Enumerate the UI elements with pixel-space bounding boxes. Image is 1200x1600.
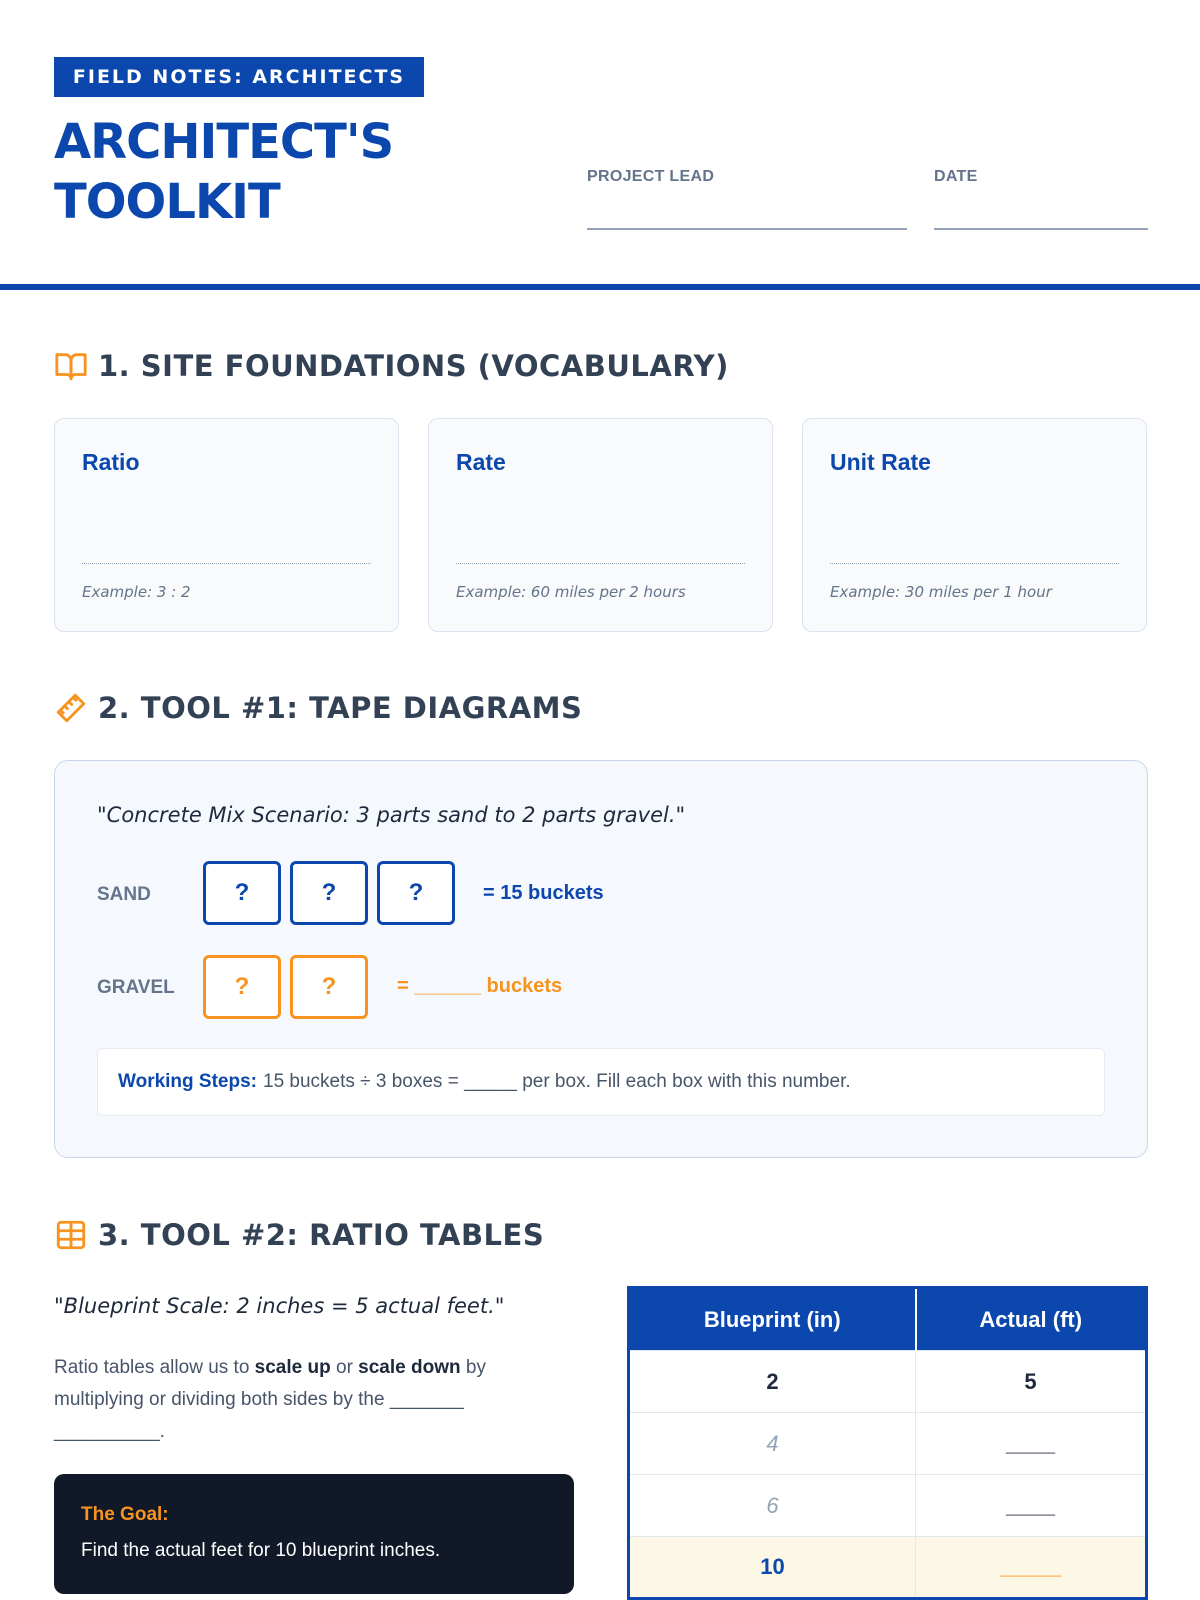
section-1-title: 1. SITE FOUNDATIONS (VOCABULARY) xyxy=(98,349,729,383)
definition-line[interactable] xyxy=(830,563,1119,564)
vocab-example: Example: 60 miles per 2 hours xyxy=(456,583,686,601)
sand-label: SAND xyxy=(97,884,151,905)
gravel-box[interactable]: ? xyxy=(290,955,368,1019)
definition-line[interactable] xyxy=(456,563,745,564)
title-line-1: ARCHITECT'S xyxy=(54,114,394,170)
working-steps-text: 15 buckets ÷ 3 boxes = _____ per box. Fill each box with this number. xyxy=(263,1071,851,1092)
table-row xyxy=(629,1413,1147,1475)
title-line-2: TOOLKIT xyxy=(54,174,280,230)
sand-box[interactable]: ? xyxy=(203,861,281,925)
ruler-icon xyxy=(54,691,88,725)
tape-diagram-panel xyxy=(54,760,1148,1158)
goal-title: The Goal: xyxy=(81,1504,169,1525)
book-icon xyxy=(54,349,88,383)
table-grid-icon xyxy=(54,1218,88,1252)
table-row xyxy=(629,1351,1147,1413)
ratio-table xyxy=(627,1286,1148,1600)
vocab-card-ratio xyxy=(54,418,399,632)
project-lead-label: PROJECT LEAD xyxy=(587,168,715,185)
vocab-example: Example: 3 : 2 xyxy=(82,583,191,601)
actual-cell: 5 xyxy=(916,1351,1147,1413)
gravel-box[interactable]: ? xyxy=(203,955,281,1019)
actual-answer-blank[interactable]: ____ xyxy=(916,1475,1147,1537)
vocab-card-unit-rate xyxy=(802,418,1147,632)
definition-line[interactable] xyxy=(82,563,371,564)
section-3-heading xyxy=(54,1218,544,1252)
section-1-heading xyxy=(54,349,729,383)
sand-box[interactable]: ? xyxy=(290,861,368,925)
vocab-term: Unit Rate xyxy=(830,449,931,475)
actual-answer-blank[interactable]: ____ xyxy=(916,1413,1147,1475)
table-row xyxy=(629,1475,1147,1537)
vocab-term: Rate xyxy=(456,449,506,475)
gravel-result: = ______ buckets xyxy=(397,975,563,997)
section-2-heading xyxy=(54,691,582,725)
section-3-title: 3. TOOL #2: RATIO TABLES xyxy=(98,1218,545,1252)
para-text: Ratio tables allow us to xyxy=(54,1357,255,1378)
para-text: or xyxy=(330,1357,359,1378)
project-lead-field[interactable] xyxy=(587,228,907,230)
blueprint-cell: 6 xyxy=(629,1475,916,1537)
field-notes-tag: FIELD NOTES: ARCHITECTS xyxy=(54,57,424,97)
table-row-goal xyxy=(629,1537,1147,1599)
para-bold: scale down xyxy=(358,1357,461,1378)
column-header-blueprint: Blueprint (in) xyxy=(629,1288,916,1351)
blueprint-scale-quote: "Blueprint Scale: 2 inches = 5 actual feet." xyxy=(54,1294,505,1318)
goal-box xyxy=(54,1474,574,1594)
date-label: DATE xyxy=(934,168,978,185)
gravel-label: GRAVEL xyxy=(97,977,175,998)
sand-result: = 15 buckets xyxy=(483,882,604,904)
para-text: by multiplying or dividing both sides by the _______ __________. xyxy=(54,1357,486,1442)
table-header-row xyxy=(629,1288,1147,1351)
page-title xyxy=(54,112,524,232)
scenario-text: "Concrete Mix Scenario: 3 parts sand to 2 parts gravel." xyxy=(97,803,686,827)
para-bold: scale up xyxy=(254,1357,331,1378)
ratio-table-explanation xyxy=(54,1352,544,1448)
date-field[interactable] xyxy=(934,228,1148,230)
vocab-term: Ratio xyxy=(82,449,140,475)
goal-text: Find the actual feet for 10 blueprint inches. xyxy=(81,1540,441,1561)
vocab-example: Example: 30 miles per 1 hour xyxy=(830,583,1052,601)
sand-box[interactable]: ? xyxy=(377,861,455,925)
section-2-title: 2. TOOL #1: TAPE DIAGRAMS xyxy=(98,691,583,725)
page-header xyxy=(0,0,1200,290)
actual-answer-blank[interactable]: _____ xyxy=(916,1537,1147,1599)
working-steps xyxy=(97,1048,1105,1116)
column-header-actual: Actual (ft) xyxy=(916,1288,1147,1351)
vocab-card-rate xyxy=(428,418,773,632)
blueprint-cell: 10 xyxy=(629,1537,916,1599)
blueprint-cell: 2 xyxy=(629,1351,916,1413)
blueprint-cell: 4 xyxy=(629,1413,916,1475)
working-steps-label: Working Steps: xyxy=(118,1071,257,1092)
